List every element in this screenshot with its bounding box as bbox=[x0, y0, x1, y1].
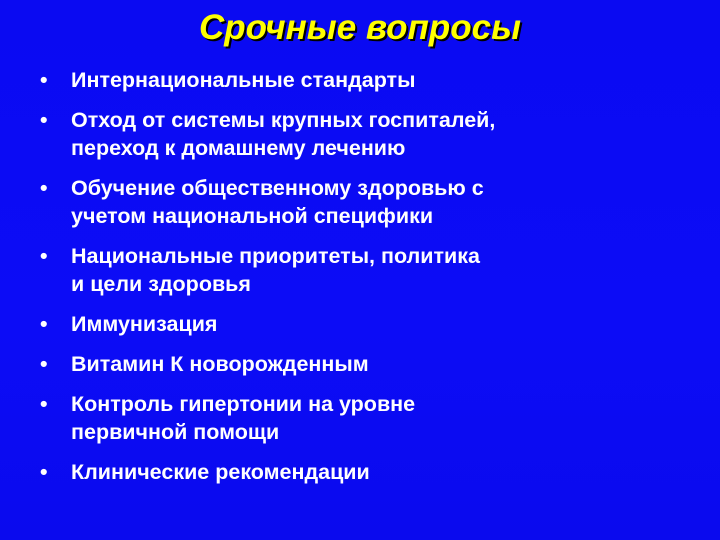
bullet-dot-icon: • bbox=[40, 312, 48, 336]
bullet-dot-icon: • bbox=[40, 352, 48, 376]
bullet-item bbox=[38, 310, 678, 338]
bullet-dot-icon: • bbox=[40, 176, 48, 200]
bullet-text: Обучение общественному здоровью с учетом национальной специфики bbox=[71, 176, 484, 228]
bullet-text: Контроль гипертонии на уровне первичной помощи bbox=[71, 392, 416, 444]
bullet-dot-icon: • bbox=[40, 68, 48, 92]
bullet-text: Витамин К новорожденным bbox=[71, 352, 369, 376]
bullet-dot-icon: • bbox=[40, 108, 48, 132]
bullet-text: Клинические рекомендации bbox=[71, 460, 370, 484]
bullet-text: Интернациональные стандарты bbox=[71, 68, 416, 92]
bullet-item bbox=[38, 458, 678, 486]
bullet-text: Иммунизация bbox=[71, 312, 218, 336]
bullet-item bbox=[38, 106, 678, 162]
bullet-text: Национальные приоритеты, политика и цели здоровья bbox=[71, 244, 480, 296]
bullet-dot-icon: • bbox=[40, 460, 48, 484]
bullet-item bbox=[38, 390, 678, 446]
bullet-item bbox=[38, 66, 678, 94]
bullet-item bbox=[38, 242, 678, 298]
bullet-text: Отход от системы крупных госпиталей, переход к домашнему лечению bbox=[71, 108, 496, 160]
bullet-dot-icon: • bbox=[40, 244, 48, 268]
bullet-item bbox=[38, 174, 678, 230]
slide-title: Срочные вопросы bbox=[198, 8, 522, 47]
bullet-dot-icon: • bbox=[40, 392, 48, 416]
bullet-list bbox=[38, 66, 678, 498]
bullet-item bbox=[38, 350, 678, 378]
